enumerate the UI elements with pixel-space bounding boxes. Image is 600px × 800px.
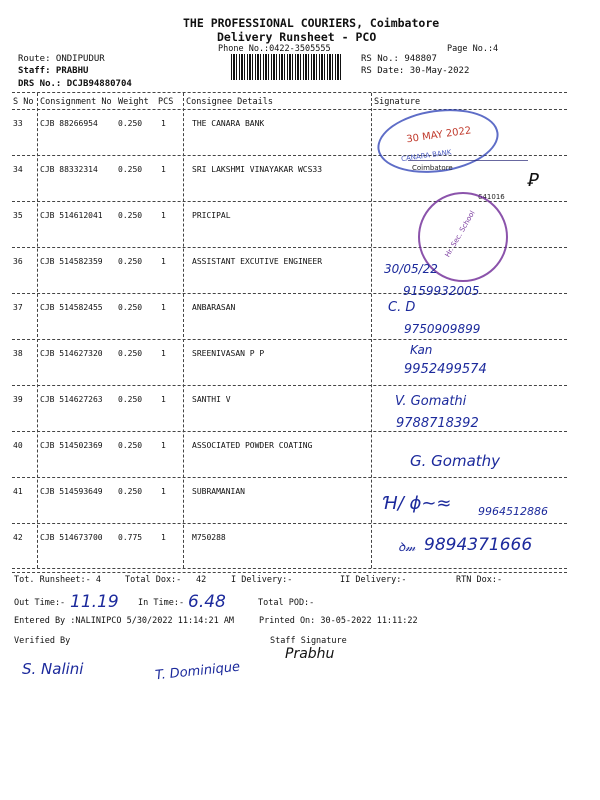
divider — [12, 572, 567, 573]
cell-consignment: CJB 88266954 — [40, 119, 98, 128]
i-delivery: I Delivery:- — [231, 575, 293, 585]
cell-pcs: 1 — [161, 441, 166, 450]
handwritten-signature: V. Gomathi — [395, 394, 467, 409]
cell-pcs: 1 — [161, 257, 166, 266]
cell-weight: 0.250 — [118, 165, 143, 174]
row-divider — [12, 385, 567, 386]
col-header: S No — [13, 97, 34, 107]
stamp-city: Coimbatore — [412, 164, 453, 172]
cell-pcs: 1 — [161, 487, 166, 496]
verified-by: Verified By — [14, 636, 71, 646]
handwritten-phone: 9964512886 — [478, 505, 548, 518]
route: Route: ONDIPUDUR — [18, 54, 105, 64]
cell-weight: 0.775 — [118, 533, 143, 542]
column-separator — [183, 93, 184, 568]
middle-signature: T. Dominique — [154, 659, 241, 684]
row-divider — [12, 477, 567, 478]
col-header: PCS — [158, 97, 174, 107]
cell-consignment: CJB 514502369 — [40, 441, 103, 450]
col-header: Signature — [374, 97, 421, 107]
cell-sno: 41 — [13, 487, 23, 496]
out-time-value: 11.19 — [70, 592, 119, 612]
handwritten-signature: C. D — [388, 300, 416, 315]
cell-consignee: SREENIVASAN P P — [192, 349, 265, 358]
cell-weight: 0.250 — [118, 257, 143, 266]
phone-number: Phone No.:0422-3505555 — [218, 44, 331, 54]
cell-weight: 0.250 — [118, 303, 143, 312]
cell-consignment: CJB 88332314 — [40, 165, 98, 174]
verified-signature: S. Nalini — [22, 660, 84, 678]
runsheet-title: Delivery Runsheet - PCO — [217, 30, 377, 44]
row-divider — [12, 568, 567, 569]
handwritten-phone: 9750909899 — [404, 322, 481, 336]
rs-date: RS Date: 30-May-2022 — [361, 66, 470, 76]
cell-consignment: CJB 514582359 — [40, 257, 103, 266]
cell-pcs: 1 — [161, 211, 166, 220]
cell-sno: 37 — [13, 303, 23, 312]
total-dox-label: Total Dox:- — [125, 575, 182, 585]
signature-row-34: Ꝑ — [528, 170, 539, 191]
cell-consignee: SRI LAKSHMI VINAYAKAR WCS33 — [192, 165, 323, 174]
handwritten-phone: 9788718392 — [396, 416, 479, 431]
page-number: Page No.:4 — [447, 44, 499, 54]
divider — [12, 92, 567, 93]
signature-row-42: ꝺ𝓂 — [398, 540, 416, 554]
cell-consignee: M750288 — [192, 533, 226, 542]
handwritten-phone: 9894371666 — [424, 535, 533, 555]
in-time-label: In Time:- — [138, 598, 185, 608]
drs-number: DRS No.: DCJB94880704 — [18, 79, 132, 89]
cell-sno: 34 — [13, 165, 23, 174]
staff-signature-label: Staff Signature — [270, 636, 347, 646]
cell-weight: 0.250 — [118, 395, 143, 404]
cell-consignee: PRICIPAL — [192, 211, 231, 220]
cell-pcs: 1 — [161, 119, 166, 128]
col-header: Weight — [118, 97, 149, 107]
in-time-value: 6.48 — [188, 592, 226, 612]
company-title: THE PROFESSIONAL COURIERS, Coimbatore — [183, 16, 440, 30]
total-runsheet: Tot. Runsheet:- 4 — [14, 575, 101, 585]
cell-pcs: 1 — [161, 303, 166, 312]
cell-consignment: CJB 514593649 — [40, 487, 103, 496]
rtn-dox: RTN Dox:- — [456, 575, 503, 585]
cell-sno: 42 — [13, 533, 23, 542]
stamp-pin: 641016 — [478, 193, 505, 201]
cell-weight: 0.250 — [118, 441, 143, 450]
cell-pcs: 1 — [161, 165, 166, 174]
row-divider — [12, 523, 567, 524]
cell-pcs: 1 — [161, 349, 166, 358]
cell-sno: 40 — [13, 441, 23, 450]
handwritten-signature: G. Gomathy — [410, 452, 501, 470]
cell-consignee: ANBARASAN — [192, 303, 236, 312]
printed-on: Printed On: 30-05-2022 11:11:22 — [259, 616, 418, 626]
cell-weight: 0.250 — [118, 211, 143, 220]
cell-consignee: ASSISTANT EXCUTIVE ENGINEER — [192, 257, 323, 266]
handwritten-phone: 9952499574 — [404, 362, 487, 377]
total-dox-value: 42 — [196, 575, 207, 585]
cell-consignment: CJB 514582455 — [40, 303, 103, 312]
cell-consignee: THE CANARA BANK — [192, 119, 265, 128]
barcode — [231, 54, 341, 80]
entered-by: Entered By :NALINIPCO 5/30/2022 11:14:21 AM — [14, 616, 235, 626]
ii-delivery: II Delivery:- — [340, 575, 407, 585]
cell-consignee: SUBRAMANIAN — [192, 487, 245, 496]
stamp-branch: CANARA BANK — [400, 148, 452, 164]
cell-consignment: CJB 514627263 — [40, 395, 103, 404]
cell-consignee: SANTHI V — [192, 395, 231, 404]
handwritten-phone: 9159932005 — [403, 284, 480, 298]
cell-weight: 0.250 — [118, 487, 143, 496]
staff: Staff: PRABHU — [18, 66, 89, 76]
rs-number: RS No.: 948807 — [361, 54, 437, 64]
cell-sno: 36 — [13, 257, 23, 266]
cell-weight: 0.250 — [118, 349, 143, 358]
cell-pcs: 1 — [161, 395, 166, 404]
column-separator — [37, 93, 38, 568]
col-header: Consignee Details — [186, 97, 273, 107]
signature-row-41: Ɦ/ ϕ~≈ — [382, 493, 452, 514]
cell-sno: 33 — [13, 119, 23, 128]
cell-consignee: ASSOCIATED POWDER COATING — [192, 441, 313, 450]
stamp-date: 30 MAY 2022 — [405, 125, 473, 146]
row-divider — [12, 293, 567, 294]
cell-consignment: CJB 514673700 — [40, 533, 103, 542]
column-separator — [371, 93, 372, 568]
cell-consignment: CJB 514627320 — [40, 349, 103, 358]
signature-row-38: Kan — [410, 343, 433, 357]
cell-weight: 0.250 — [118, 119, 143, 128]
row-divider — [12, 431, 567, 432]
cell-pcs: 1 — [161, 533, 166, 542]
col-header: Consignment No — [40, 97, 112, 107]
handwritten-date: 30/05/22 — [384, 262, 438, 276]
row-divider — [12, 339, 567, 340]
cell-sno: 39 — [13, 395, 23, 404]
stamp-school: Hr. Sec. School — [443, 209, 477, 259]
cell-sno: 38 — [13, 349, 23, 358]
cell-sno: 35 — [13, 211, 23, 220]
total-pod: Total POD:- — [258, 598, 315, 608]
cell-consignment: CJB 514612041 — [40, 211, 103, 220]
staff-signature: Prabhu — [285, 646, 335, 662]
out-time-label: Out Time:- — [14, 598, 66, 608]
divider — [12, 109, 567, 110]
